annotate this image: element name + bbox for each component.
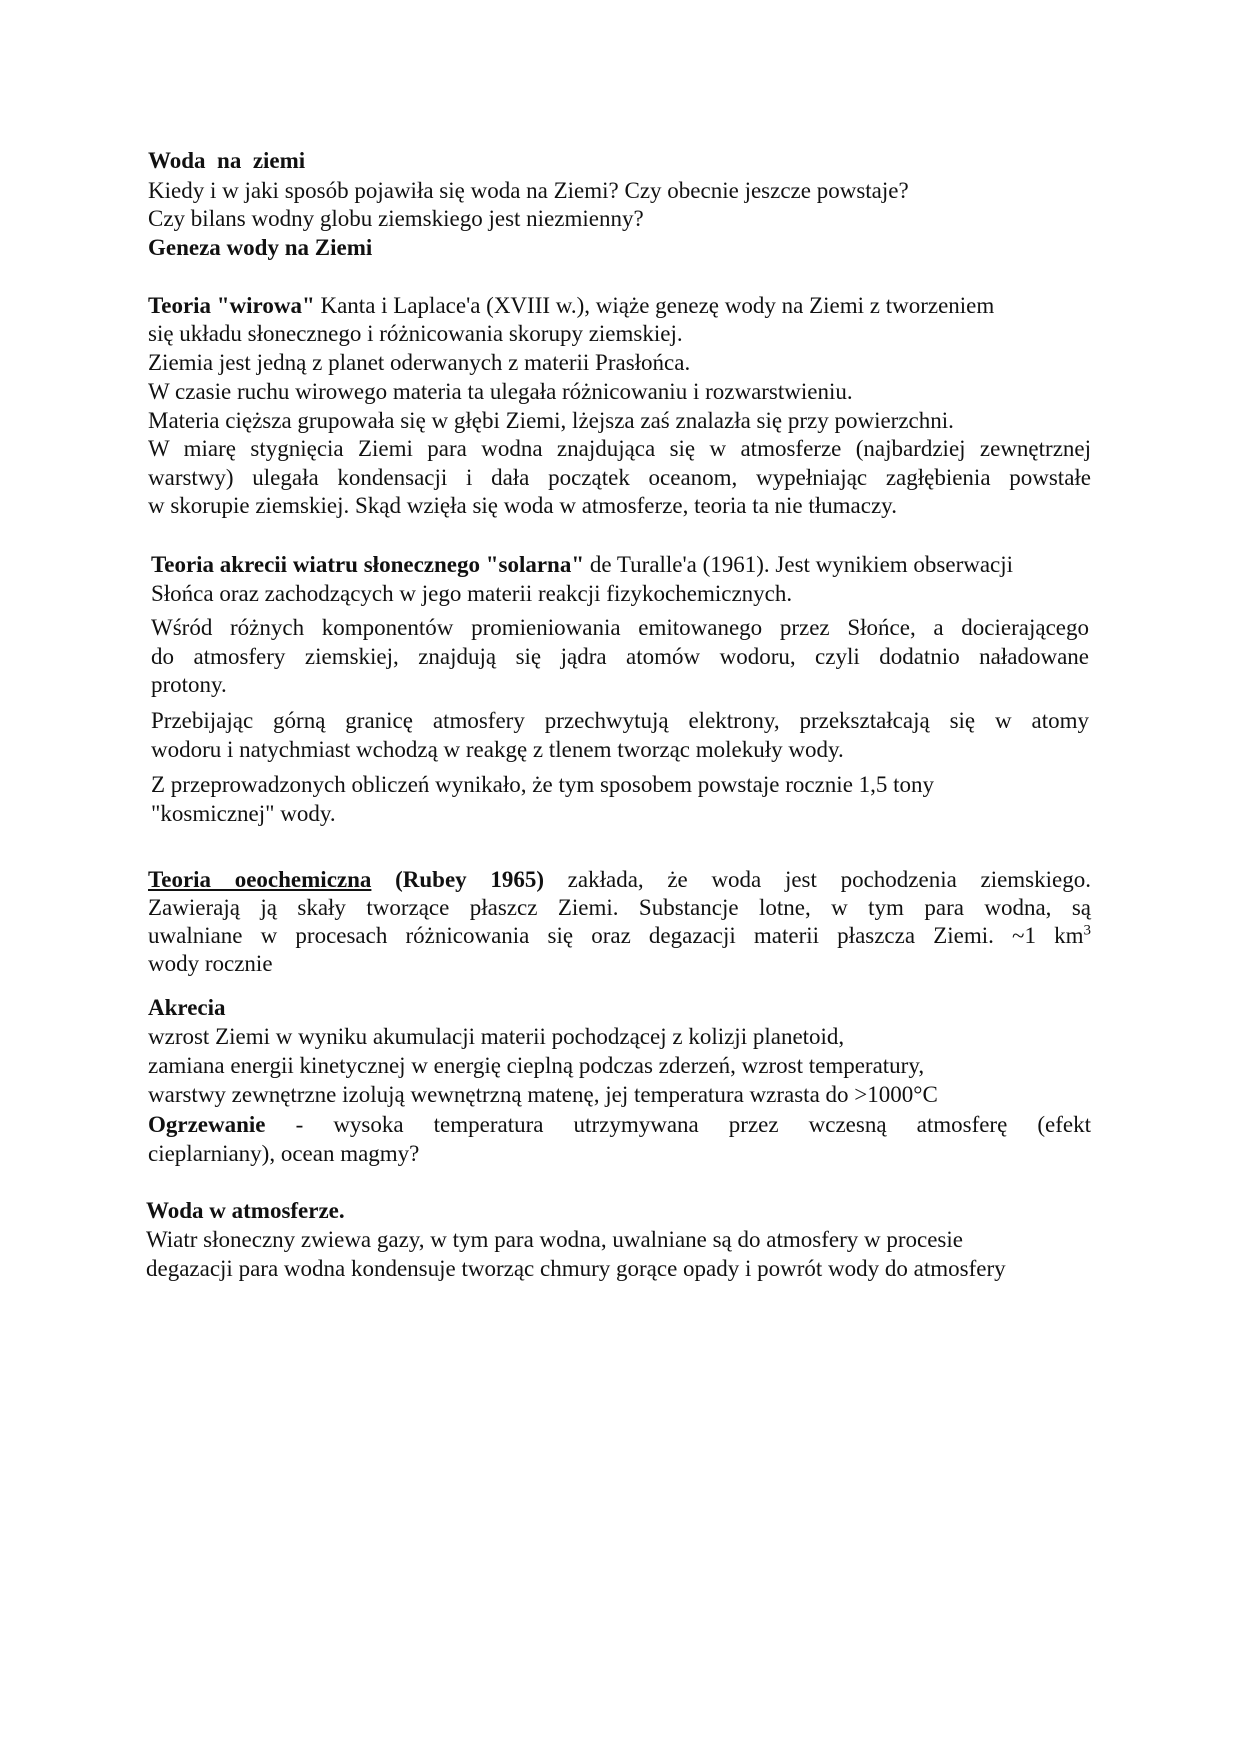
solar-paragraph: Wśród różnych komponentów promieniowania emitowanego przez Słońce, a docierającego do atmosfery ziemskiej, znajdują się jądra atomów wodoru, czyli dodatnio naładowane protony. [151, 615, 1089, 697]
atmosphere-line: degazacji para wodna kondensuje tworząc chmury gorące opady i powrót wody do atmosfery [146, 1256, 1006, 1281]
geochem-theory-name: Teoria oeochemiczna [148, 867, 372, 892]
heating-paragraph: Ogrzewanie - wysoka temperatura utrzymywana przez wczesną atmosferę (efekt cieplarniany), ocean magmy? [148, 1112, 1091, 1166]
vortex-theory-name: Teoria "wirowa" [148, 293, 315, 318]
atmosphere-heading: Woda w atmosferze. [146, 1198, 345, 1223]
solar-line: Słońca oraz zachodzących w jego materii reakcji fizykochemicznych. [151, 581, 793, 606]
intro-line: Czy bilans wodny globu ziemskiego jest niezmienny? [148, 206, 644, 231]
solar-theory-name: Teoria akrecii wiatru słonecznego "solarna" [151, 552, 585, 577]
vortex-line: się układu słonecznego i różnicowania skorupy ziemskiej. [148, 321, 683, 346]
solar-line: Z przeprowadzonych obliczeń wynikało, że tym sposobem powstaje rocznie 1,5 tony [151, 772, 935, 797]
vortex-line: Ziemia jest jedną z planet oderwanych z materii Prasłońca. [148, 350, 691, 375]
atmosphere-line: Wiatr słoneczny zwiewa gazy, w tym para wodna, uwalniane są do atmosfery w procesie [146, 1227, 963, 1252]
section-heading: Geneza wody na Ziemi [148, 235, 373, 260]
intro-line: Kiedy i w jaki sposób pojawiła się woda na Ziemi? Czy obecnie jeszcze powstaje? [148, 178, 909, 203]
vortex-line: W czasie ruchu wirowego materia ta ulegała różnicowaniu i rozwarstwieniu. [148, 379, 853, 404]
document-title: Woda na ziemi [148, 148, 306, 173]
geochem-paragraph: Teoria oeochemiczna (Rubey 1965) zakłada, że woda jest pochodzenia ziemskiego. Zawierają ją skały tworzące płaszcz Ziemi. Substancje lotne, w tym para wodna, są uwalniane w procesach różnicowania się oraz degazacji materii płaszcza Ziemi. ~1 $km^3$ wody rocznie [148, 867, 1091, 976]
vortex-paragraph: W miarę stygnięcia Ziemi para wodna znajdująca się w atmosferze (najbardziej zewnętrznej warstwy) ulegała kondensacji i dała początek oceanom, wypełniając zagłębienia powstałe w skorupie ziemskiej. Skąd wzięła się woda w atmosferze, teoria ta nie tłumaczy. [148, 436, 1091, 518]
accretion-line: zamiana energii kinetycznej w energię cieplną podczas zderzeń, wzrost temperatury, [148, 1053, 925, 1078]
accretion-heading: Akrecia [148, 995, 226, 1020]
accretion-line: wzrost Ziemi w wyniku akumulacji materii pochodzącej z kolizji planetoid, [148, 1024, 845, 1049]
vortex-line: Materia cięższa grupowała się w głębi Ziemi, lżejsza zaś znalazła się przy powierzchni. [148, 408, 954, 433]
solar-theory-intro: Teoria akrecii wiatru słonecznego "solarna" de Turalle'a (1961). Jest wynikiem obserwacji [151, 552, 1014, 577]
vortex-theory-intro: Teoria "wirowa" Kanta i Laplace'a (XVIII w.), wiąże genezę wody na Ziemi z tworzeniem [148, 293, 995, 318]
accretion-line: warstwy zewnętrzne izolują wewnętrzną matenę, jej temperatura wzrasta do >1000°C [148, 1082, 938, 1107]
solar-paragraph: Przebijając górną granicę atmosfery przechwytują elektrony, przekształcają się w atomy wodoru i natychmiast wchodzą w reakgę z tlenem tworząc molekuły wody. [151, 708, 1089, 762]
solar-line: "kosmicznej" wody. [151, 801, 336, 826]
heating-term: Ogrzewanie [148, 1112, 266, 1137]
